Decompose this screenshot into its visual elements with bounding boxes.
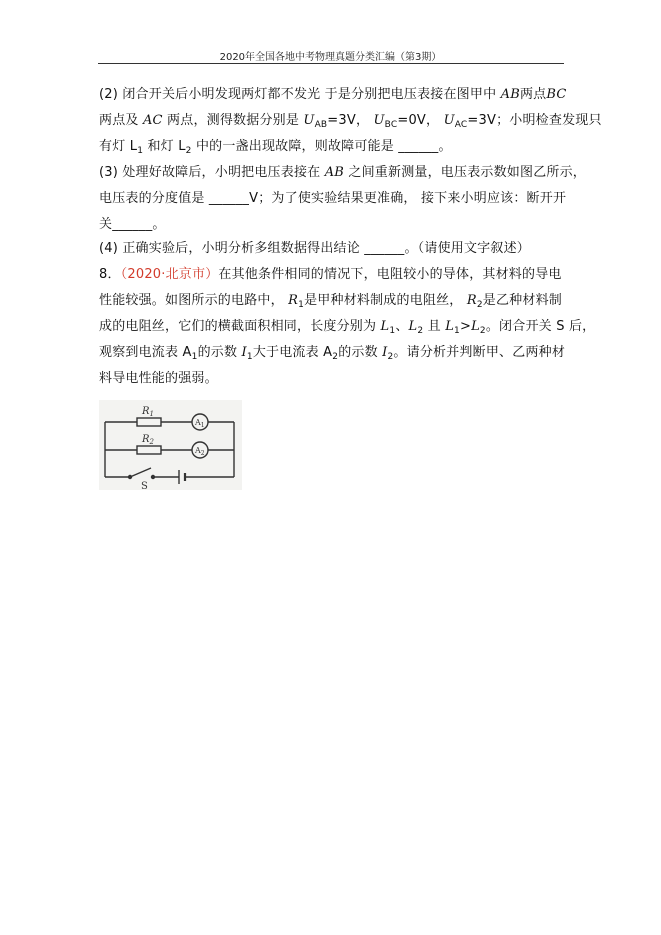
circuit-svg [99, 400, 242, 490]
question-3 [99, 160, 586, 238]
svg-text:A2: $A_2$ [195, 446, 205, 457]
header-divider [98, 63, 564, 64]
svg-text:A1: $A_1$ [195, 418, 205, 429]
question-2 [99, 82, 602, 160]
svg-text:R2: $R_2$ [142, 434, 154, 446]
q2-line-2: 两点及 AC 两点，测得数据分别是 $U_{AB}=3V$， $U_{BC}=0V$， $U_{AC}=3V$；小明检查发现只 [99, 113, 602, 130]
q3-line-3: 关______。 [99, 217, 166, 232]
question-number: 8． [99, 267, 121, 282]
label-r2: R [142, 434, 150, 445]
label-switch: S [141, 481, 148, 490]
q8-line-5: 料导电性能的强弱。 [99, 371, 218, 386]
label-a2: A [195, 446, 201, 455]
resistor-r1 [137, 418, 161, 426]
label-r1: R [142, 406, 150, 417]
label-a1: A [195, 418, 201, 427]
q3-line-2: 电压表的分度值是 ______V；为了使实验结果更准确， 接下来小明应该：断开开 [99, 191, 567, 206]
q8-line-1: 8．（2020·北京市）在其他条件相同的情况下，电阻较小的导体，其材料的导电 [99, 267, 562, 282]
question-source: （2020·北京市） [120, 267, 219, 282]
q2-line-3: 有灯 $L_1$ 和灯 $L_2$ 中的一盏出现故障，则故障可能是 ______。 [99, 139, 452, 156]
svg-text:R1: $R_1$ [142, 406, 154, 418]
q8-line-3: 成的电阻丝，它们的横截面积相同，长度分别为 $L_1$、$L_2$ 且 $L_1>L_2$。闭合开关 S 后， [99, 319, 596, 336]
switch-lever [130, 468, 151, 477]
question-8 [99, 262, 596, 392]
q8-line-2: 性能较强。如图所示的电路中， $R_1$是甲种材料制成的电阻丝， $R_2$是乙种材料制 [99, 293, 562, 310]
q4-line-1: (4) 正确实验后，小明分析多组数据得出结论 ______。（请使用文字叙述） [99, 241, 530, 256]
q8-line-4: 观察到电流表 $A_1$的示数 $I_1$大于电流表 $A_2$的示数 $I_2$。请分析并判断甲、乙两种材 [99, 345, 566, 362]
resistor-r2 [137, 446, 161, 454]
page-header: 2020年全国各地中考物理真题分类汇编（第3期） [219, 52, 442, 63]
q2-line-1: (2) 闭合开关后小明发现两灯都不发光 于是分别把电压表接在图甲中 AB两点BC [99, 87, 567, 102]
q3-line-1: (3) 处理好故障后，小明把电压表接在 AB 之间重新测量，电压表示数如图乙所示， [99, 165, 586, 180]
circuit-diagram [99, 400, 242, 490]
question-4 [99, 236, 569, 262]
